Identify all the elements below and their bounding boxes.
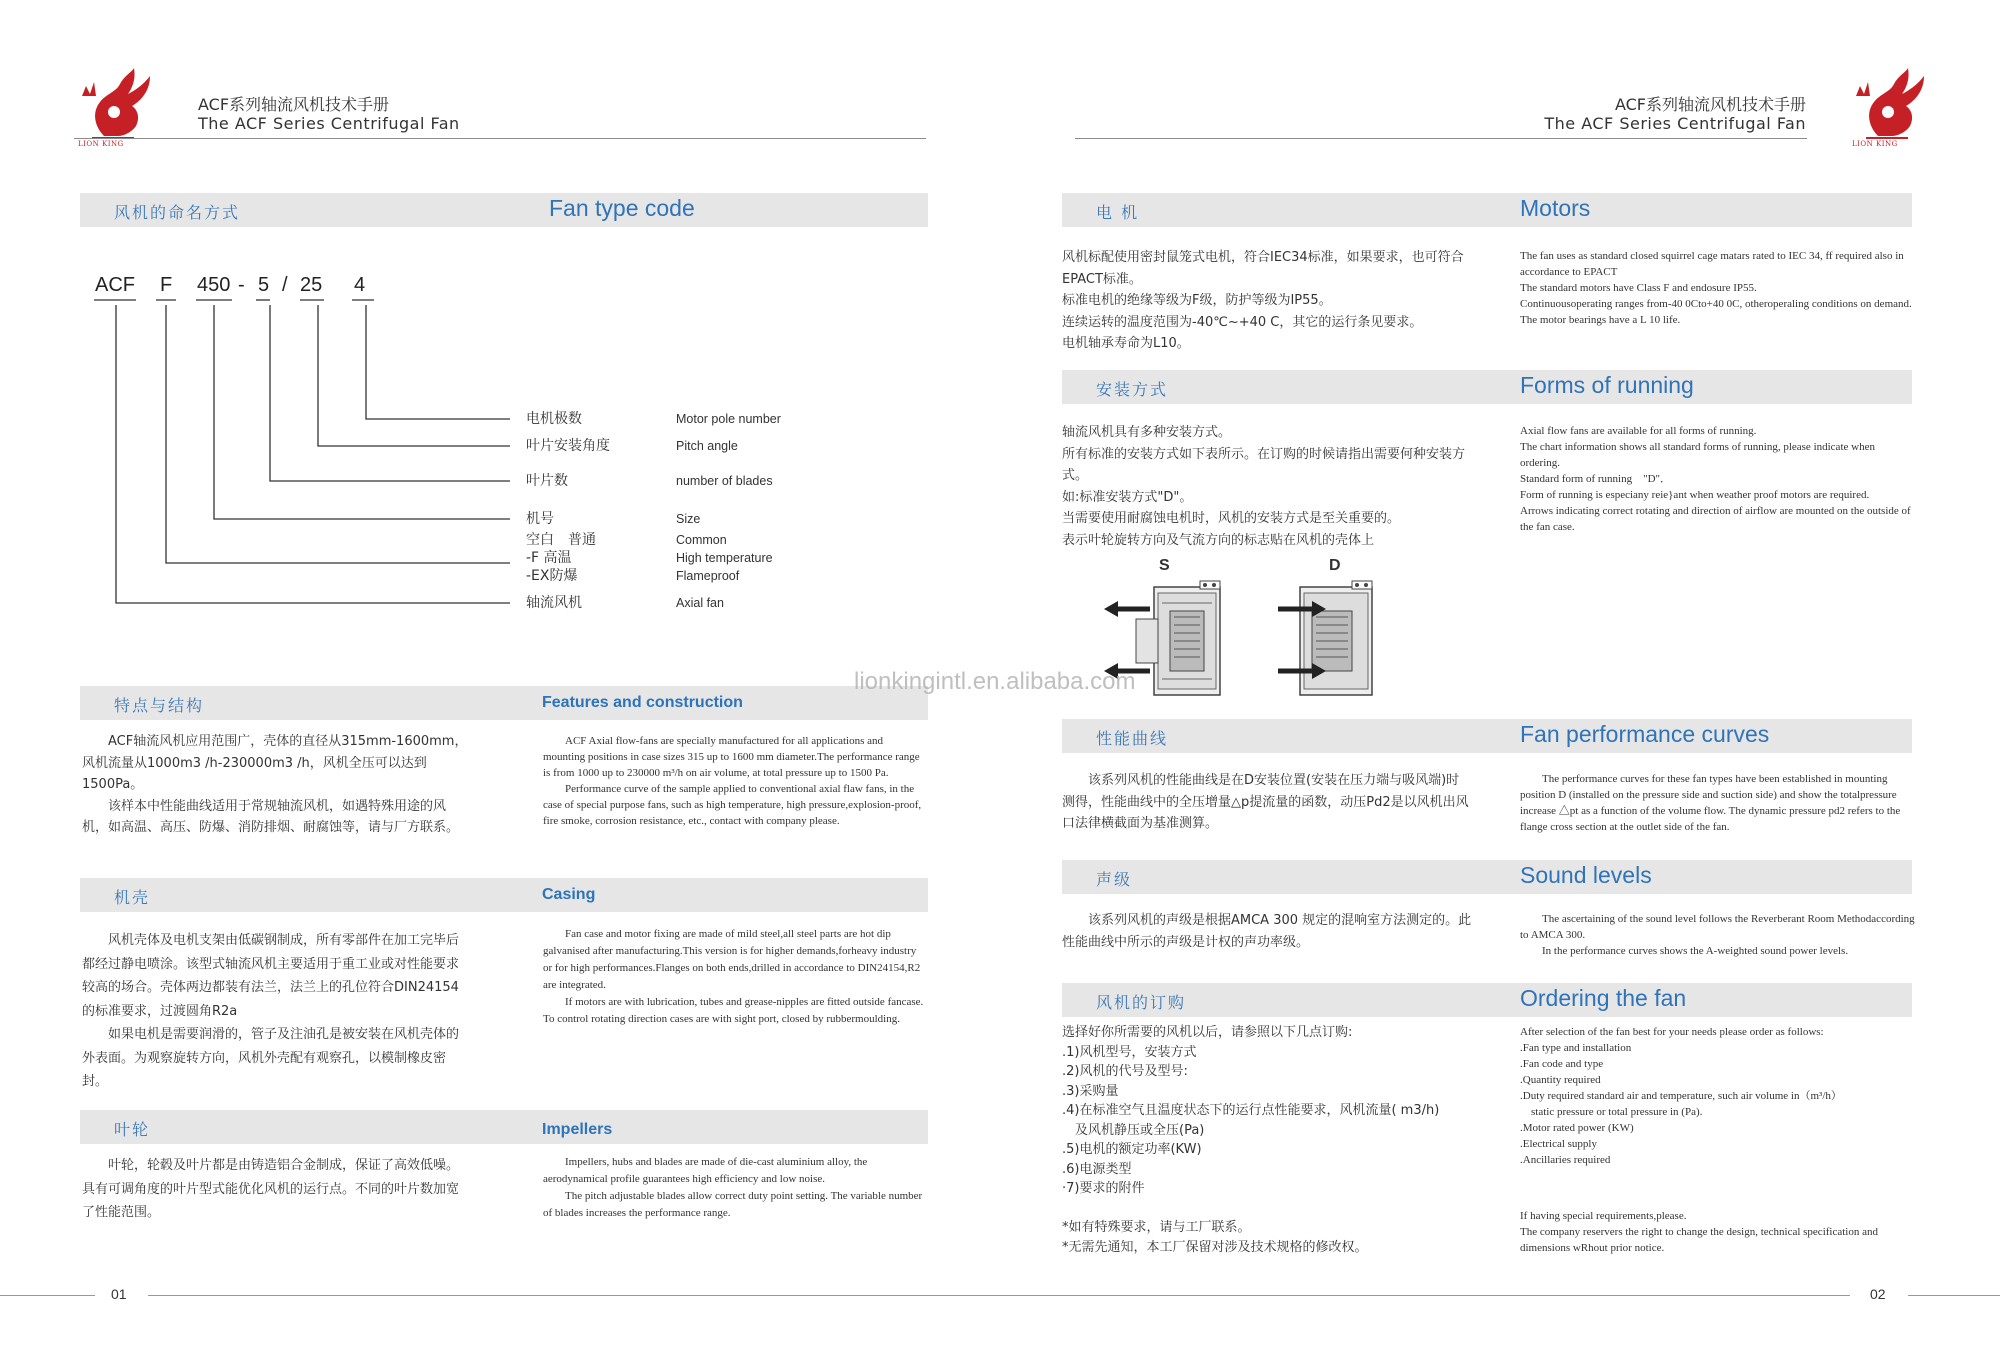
header-title-cn-right: ACF系列轴流风机技术手册 <box>1614 95 1806 114</box>
paragraph: 叶轮，轮毂及叶片都是由铸造铝合金制成，保证了高效低噪。具有可调角度的叶片型式能优化风机的运行点。不同的叶片数加宽了性能范围。 <box>82 1158 460 1220</box>
list-item: .Duty required standard air and temperature, such air volume in（m³/h） <box>1520 1090 1842 1102</box>
logo-caption: LION KING <box>78 140 124 148</box>
paragraph: Impellers, hubs and blades are made of die-cast aluminium alloy, the aerodynamical profile guarantees high efficiency and low noise. <box>543 1156 868 1185</box>
features-text-en <box>543 733 927 829</box>
paragraph: 标准电机的绝缘等级为F级，防护等级为IP55。 <box>1062 293 1332 308</box>
section-bar-impellers <box>80 1110 928 1144</box>
code-label-cn: 轴流风机 <box>526 595 582 611</box>
code-part-acf: ACF <box>95 274 135 296</box>
section-bar-features <box>80 686 928 720</box>
list-item: .4)在标准空气且温度状态下的运行点性能要求，风机流量( m3/h) <box>1062 1103 1440 1118</box>
paragraph: Fan case and motor fixing are made of mild steel,all steel parts are hot dip galvanised after manufacturing.This version is for higher demands,forheavy industry or for high performances.Flanges on both ends,drilled in accordance to DIN24154,R2 are integrated. <box>543 928 921 991</box>
list-item: .3)采购量 <box>1062 1083 1119 1099</box>
paragraph: Arrows indicating correct rotating and direction of airflow are mounted on the outside of the fan case. <box>1520 505 1911 533</box>
paragraph: ACF Axial flow-fans are specially manufactured for all applications and mounting positions in case sizes 315 up to 1600 mm diameter.The performance range is from 1000 up to 230000 m³/h on air volume, at total pressure up to 1500 Pa. <box>543 735 920 779</box>
section-title-en: Fan type code <box>549 195 695 221</box>
logo-right <box>1848 66 1928 150</box>
header-title-cn-left: ACF系列轴流风机技术手册 <box>198 95 390 114</box>
section-bar-performance-curves <box>1062 719 1912 753</box>
lion-king-logo-icon <box>1848 66 1928 140</box>
performance-text-cn <box>1062 770 1472 835</box>
page-number-right: 02 <box>1870 1286 1886 1302</box>
code-label-cn: 叶片安装角度 <box>526 438 610 454</box>
section-title-cn: 电 机 <box>1096 203 1140 222</box>
list-item: .5)电机的额定功率(KW) <box>1062 1142 1202 1157</box>
section-title-cn: 性能曲线 <box>1096 729 1169 748</box>
paragraph: 风机标配使用密封鼠笼式电机，符合IEC34标准，如果要求，也可符合EPACT标准。 <box>1062 250 1464 287</box>
ordering-notes-cn <box>1062 1218 1482 1257</box>
section-title-en: Forms of running <box>1520 372 1694 398</box>
header-title-en-left: The ACF Series Centrifugal Fan <box>198 114 460 133</box>
paragraph: 如果电机是需要润滑的，管子及注油孔是被安装在风机壳体的外表面。为观察旋转方向，风机外壳配有观察孔，以模制橡皮密封。 <box>82 1027 460 1089</box>
paragraph: 该系列风机的声级是根据AMCA 300 规定的混响室方法测定的。此性能曲线中所示的声级是计权的声功率级。 <box>1062 913 1472 950</box>
section-bar-sound-levels <box>1062 860 1912 894</box>
features-text-cn <box>82 731 468 839</box>
paragraph: 电机轴承寿命为L10。 <box>1062 336 1190 351</box>
code-part-dash: - <box>238 274 245 296</box>
code-label-cn: 空白 普通 <box>526 532 596 548</box>
paragraph: The performance curves for these fan types have been established in mounting position D (installed on the pressure side and suction side) and show the totalpressure increase △pt as a function of the volume flow. The dynamic pressure pd2 refers to the flange cross section at the outlet side of the fan. <box>1520 773 1901 833</box>
list-item: After selection of the fan best for your needs please order as follows: <box>1520 1026 1824 1038</box>
list-item: .Motor rated power (KW) <box>1520 1122 1634 1134</box>
code-part-slash: / <box>282 274 288 296</box>
paragraph: In the performance curves shows the A-weighted sound power levels. <box>1520 945 1849 957</box>
code-label-en: Common <box>676 533 727 547</box>
code-label-en: Motor pole number <box>676 412 781 426</box>
paragraph: 该系列风机的性能曲线是在D安装位置(安装在压力端与吸风端)时测得，性能曲线中的全压增量△p提流量的函数，动压Pd2是以风机出风口法律横截面为基准测算。 <box>1062 773 1469 831</box>
list-item: .2)风机的代号及型号: <box>1062 1064 1188 1079</box>
list-item: .6)电源类型 <box>1062 1161 1132 1177</box>
paragraph: The ascertaining of the sound level follows the Reverberant Room Methodaccording to AMCA 300. <box>1520 913 1915 941</box>
list-item: .Fan code and type <box>1520 1058 1604 1070</box>
section-title-cn: 声级 <box>1096 870 1133 889</box>
paragraph: The standard motors have Class F and endosure IP55. <box>1520 282 1757 294</box>
casing-text-cn <box>82 929 468 1094</box>
forms-text-en <box>1520 423 1912 535</box>
footer-rule-left-short <box>0 1295 95 1296</box>
list-item: .Quantity required <box>1520 1074 1601 1086</box>
ordering-text-en <box>1520 1024 1920 1168</box>
paragraph: Axial flow fans are available for all forms of running. <box>1520 425 1757 437</box>
section-title-cn: 风机的订购 <box>1096 993 1187 1012</box>
section-bar-casing <box>80 878 928 912</box>
ordering-text-cn <box>1062 1023 1482 1199</box>
paragraph: If motors are with lubrication, tubes and grease-nipples are fitted outside fancase. To control rotating direction cases are with sight port, closed by rubbermoulding. <box>543 996 924 1025</box>
code-label-cn: 叶片数 <box>526 473 568 489</box>
paragraph: 如:标准安装方式"D"。 <box>1062 489 1193 505</box>
footer-rule <box>148 1295 1850 1296</box>
section-title-en: Casing <box>542 886 596 903</box>
section-title-en: Impellers <box>542 1121 613 1138</box>
code-part-angle: 25 <box>300 274 323 296</box>
section-title-en: Features and construction <box>542 694 743 711</box>
code-part-size: 450 <box>197 274 231 296</box>
paragraph: The motor bearings have a L 10 life. <box>1520 314 1681 326</box>
code-label-en: Size <box>676 512 701 526</box>
section-bar-ordering <box>1062 983 1912 1017</box>
mounting-forms-diagram <box>1100 575 1400 705</box>
section-title-en: Fan performance curves <box>1520 721 1770 747</box>
paragraph: ACF轴流风机应用范围广，壳体的直径从315mm-1600mm，风机流量从1000m3 /h-230000m3 /h，风机全压可以达到1500Pa。 <box>82 734 468 792</box>
header-title-en-right: The ACF Series Centrifugal Fan <box>1544 114 1806 133</box>
code-part-poles: 4 <box>354 274 366 296</box>
casing-text-en <box>543 926 927 1028</box>
section-bar-motors <box>1062 193 1912 227</box>
note: The company reservers the right to change the design, technical specification and dimensions wRhout prior notice. <box>1520 1226 1878 1254</box>
section-title-cn: 风机的命名方式 <box>114 203 241 222</box>
paragraph: The pitch adjustable blades allow correct duty point setting. The variable number of blades increases the performance range. <box>543 1190 923 1219</box>
code-label-cn: -F 高温 <box>526 550 572 566</box>
motors-text-cn <box>1062 247 1472 355</box>
note: *如有特殊要求，请与工厂联系。 <box>1062 1220 1251 1235</box>
paragraph: The chart information shows all standard forms of running, please indicate when ordering. <box>1520 441 1875 469</box>
section-title-cn: 叶轮 <box>114 1120 151 1139</box>
footer-rule-right-short <box>1908 1295 2000 1296</box>
page-number-left: 01 <box>111 1286 127 1302</box>
list-item: .Fan type and installation <box>1520 1042 1632 1054</box>
note: *无需先通知，本工厂保留对涉及技术规格的修改权。 <box>1062 1239 1368 1255</box>
section-title-en: Motors <box>1520 195 1591 221</box>
logo-caption: LION KING <box>1852 140 1898 148</box>
performance-text-en <box>1520 771 1916 835</box>
code-part-f: F <box>160 274 173 296</box>
paragraph: 轴流风机具有多种安装方式。 <box>1062 425 1232 440</box>
list-item: ·7)要求的附件 <box>1062 1181 1145 1196</box>
sound-text-en <box>1520 911 1916 959</box>
sound-text-cn <box>1062 910 1472 953</box>
type-code-leader-lines <box>0 0 1000 640</box>
impellers-text-cn <box>82 1154 468 1225</box>
paragraph: Form of running is especiany reie}ant when weather proof motors are required. <box>1520 489 1870 501</box>
section-title-en: Ordering the fan <box>1520 985 1687 1011</box>
impellers-text-en <box>543 1154 927 1222</box>
ordering-notes-en <box>1520 1208 1920 1256</box>
code-part-blades: 5 <box>258 274 270 296</box>
code-label-cn: 电机极数 <box>526 411 582 427</box>
section-title-en: Sound levels <box>1520 862 1652 888</box>
list-item: .Electrical supply <box>1520 1138 1597 1150</box>
list-item: .Ancillaries required <box>1520 1154 1611 1166</box>
header-rule-right <box>1075 138 1807 139</box>
section-title-cn: 特点与结构 <box>114 696 205 715</box>
paragraph: 连续运转的温度范围为-40℃~+40 C，其它的运行条见要求。 <box>1062 314 1423 330</box>
paragraph: Performance curve of the sample applied to conventional axial flaw fans, in the case of special purpose fans, such as high temperature, high pressure,explosion-proof, fire smoke, corrosion resistance, etc., contact with company please. <box>543 783 922 827</box>
paragraph: The fan uses as standard closed squirrel cage matars rated to IEC 34, ff required also in accordance to EPACT <box>1520 250 1904 278</box>
diagram-label-s: S <box>1159 557 1170 574</box>
code-label-en: number of blades <box>676 474 773 488</box>
paragraph: 表示叶轮旋转方向及气流方向的标志贴在风机的壳体上 <box>1062 532 1375 548</box>
section-bar-forms-of-running <box>1062 370 1912 404</box>
list-item: 选择好你所需要的风机以后，请参照以下几点订购: <box>1062 1025 1353 1040</box>
code-label-en: Axial fan <box>676 596 724 610</box>
list-item: .1)风机型号，安装方式 <box>1062 1044 1197 1060</box>
paragraph: 当需要使用耐腐蚀电机时，风机的安装方式是至关重要的。 <box>1062 511 1401 526</box>
code-label-en: High temperature <box>676 551 773 565</box>
code-label-cn: -EX防爆 <box>526 568 578 584</box>
paragraph: Standard form of running "D"． <box>1520 473 1672 485</box>
section-title-cn: 安装方式 <box>1096 380 1169 399</box>
list-item: 及风机静压或全压(Pa) <box>1062 1122 1205 1138</box>
list-item: static pressure or total pressure in (Pa). <box>1520 1106 1703 1118</box>
paragraph: 该样本中性能曲线适用于常规轴流风机，如遇特殊用途的风机，如高温、高压、防爆、消防排烟、耐腐蚀等，请与厂方联系。 <box>82 798 460 835</box>
section-title-cn: 机壳 <box>114 888 151 907</box>
watermark-text: lionkingintl.en.alibaba.com <box>854 668 1136 695</box>
code-label-en: Pitch angle <box>676 439 738 453</box>
forms-text-cn <box>1062 422 1472 551</box>
paragraph: 所有标准的安装方式如下表所示。在订购的时候请指出需要何种安装方式。 <box>1062 446 1466 483</box>
code-label-cn: 机号 <box>526 511 554 527</box>
note: If having special requirements,please. <box>1520 1210 1687 1222</box>
motors-text-en <box>1520 248 1912 328</box>
paragraph: 风机壳体及电机支架由低碳钢制成，所有零部件在加工完毕后都经过静电喷涂。该型式轴流风机主要适用于重工业或对性能要求较高的场合。壳体两边都装有法兰，法兰上的孔位符合DIN24154的标准要求，过渡圆角R2a <box>82 933 460 1019</box>
code-label-en: Flameproof <box>676 569 740 583</box>
paragraph: Continuousoperating ranges from-40 0Cto+40 0C, otheroperaling conditions on demand. <box>1520 298 1912 310</box>
diagram-label-d: D <box>1329 557 1341 574</box>
fan-diagram-d <box>1278 581 1372 695</box>
